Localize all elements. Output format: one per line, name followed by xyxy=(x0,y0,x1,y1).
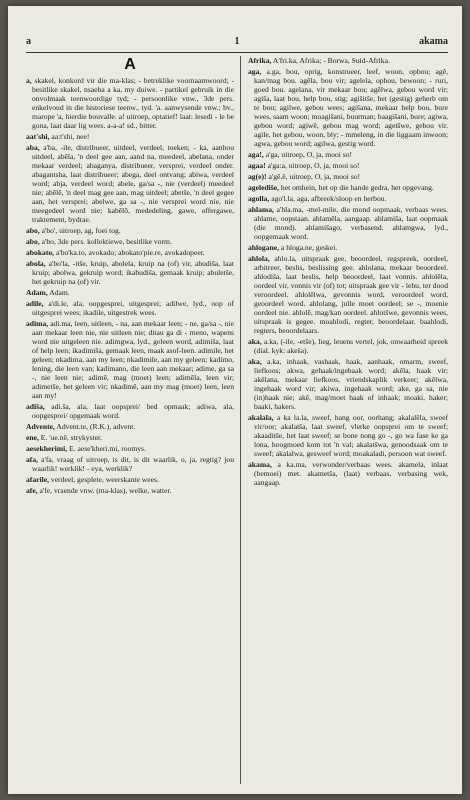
dictionary-entry xyxy=(26,248,234,257)
entry-definition: a'gê.ê, uitroep, O, ja, mooi so! xyxy=(268,172,361,181)
entry-headword: adima, xyxy=(26,319,49,328)
dictionary-entry xyxy=(248,67,448,148)
dictionary-entry xyxy=(26,143,234,224)
dictionary-entry xyxy=(26,259,234,286)
entry-headword: afe, xyxy=(26,486,38,495)
dictionary-entry xyxy=(248,243,448,252)
entry-headword: ag(e)! xyxy=(248,172,267,181)
entry-definition: E. 'ue.nê, strykyster. xyxy=(40,433,103,442)
entry-definition: adi.ma, leen, uitleen, - na, aan mekaar leen; - ne, ga/sa -, nie aan mekaar leen nie, nie uitleen nie; ditau ga di - meno, wapens word nie uitgeleen nie. adimgwa, lyd., geleen word, adimiša, laat of help leen; ikadimiša, gemaak leen, maak asof-leen. adimile, het geleen; nkadima, aan my leen; nkadimile, aan my geleen; kadimo, lening, die leen van; kadimano, die leen aan mekaar; adime, ga sa -, nie leen nie; adimê, mag (moet) leen; adimêla, leen vir; adimetše, het geleen vir; nkadimê, aan my mag (moet) leen, leen aan my! xyxy=(32,319,234,400)
entry-definition: adi.ša, ala, laat oopsprei/ bed opmaak; adiwa, ala, oopgesprei/ opgemaak word. xyxy=(32,402,234,420)
entry-definition: skakel, konkord vir die ma-klas; - betreklike voornaamwoord; - besitlike skakel, nsaeba a ka, my duiwe. - partikel gebruik in die onvolmaak teenwoordige tyd; - persoonlike vnw., 3de pers. enkelvoud in die historiese teenw., tyd. 'a. aanwysende vnw.; bv., marope 'a, hierdie bouvalle. a! uitroep, optatief! laat: lesedi - le be gona, laat daar lig wees. a-a-a! sd., bitter. xyxy=(32,76,234,130)
entry-definition: E. aese'kheri.mi, roomys. xyxy=(69,444,146,453)
entry-headword: aka, xyxy=(248,337,262,346)
entry-headword: Afrika, xyxy=(248,56,272,65)
entry-definition: a'bo'la, -itše, kruip, abolela, kruip na (of) vir, abudiša, laat kruip; abolwa, gekruip word; ikabudiša, gemaak kruip; abuletše, het gekruip na (of) vir. xyxy=(32,259,234,286)
left-column xyxy=(26,56,234,784)
entry-definition: a ka la.la, sweef, hang oor, oorhang; akalalêla, sweef vir/oor; akalatša, laat sweef, vlerke oopsprei om te sweef; akaaditše, het laat sweef; se bone nong go -, go wa fase ke ga lona, hoogmoed kom tot 'n val; akalatšwa, genoodsaak om te sweef; akalalwa, gesweef word; moakaladi, persoon wat sweef. xyxy=(254,413,448,458)
entry-definition: a hloga.ne, geskei. xyxy=(280,243,338,252)
entry-headword: afa, xyxy=(26,455,39,464)
dictionary-entry xyxy=(26,237,234,246)
entry-definition: a.ka, (-ile, -etše), lieg, leuens vertel, jok, onwaarheid spreek (dial. kyk: akeša). xyxy=(254,337,448,355)
entry-definition: a'di.le, ala, oopgesprei, uitgesprei; adilwe, lyd., oop of uitgesprei wees; ikadile, uitgestrek wees. xyxy=(32,299,234,317)
header-rule xyxy=(26,52,448,53)
entry-definition: a'bo, 3de pers. kollektiewe, besitlike vorm. xyxy=(41,237,172,246)
dictionary-entry xyxy=(26,486,234,495)
entry-definition: a'ba, -ile, distribueer, uitdeel, verdeel, toeken; - ka, aanhou uitdeel, abêla, 'n deel gee aan, aand na, meedeel, abelana, onder mekaar verdeel; abaganya, distribueer, versprei, verdeel onder. abagantsha, laat distribueer; abega, deel ontvang; abiwa, verdeel word; abja, verdeel word; abele, ga/sa -, nie (verdeel) meedeel nie; abêlê, 'n deel mag gee aan, mag uitdeel; abetše, 'n deel gegee aan, het versprei; abelwe, ga sa -, nie versprei word nie, nie meegedeel word nie; kabêlô, mededeling, gawe, offergawe, traktement, bydrae. xyxy=(32,143,234,224)
entry-headword: abola, xyxy=(26,259,46,268)
dictionary-entry xyxy=(248,150,448,159)
entry-definition: verdeel, gesplete, weerskante wees. xyxy=(50,475,159,484)
left-entry-list xyxy=(26,76,234,495)
entry-headword: abo, xyxy=(26,226,40,235)
right-entry-list xyxy=(248,56,448,487)
dictionary-entry xyxy=(248,460,448,487)
right-column xyxy=(248,56,448,784)
entry-headword: ahlama, xyxy=(248,205,274,214)
dictionary-entry xyxy=(26,319,234,400)
entry-definition: a'ga, uitroep, O, ja, mooi so! xyxy=(265,150,353,159)
dictionary-entry xyxy=(26,132,234,141)
right-guide-word: akama xyxy=(419,36,448,47)
entry-headword: abokato, xyxy=(26,248,55,257)
entry-headword: afarile, xyxy=(26,475,49,484)
entry-headword: aga, xyxy=(248,67,262,76)
left-guide-word: a xyxy=(26,36,31,47)
dictionary-page xyxy=(8,6,462,794)
dictionary-entry xyxy=(26,422,234,431)
entry-headword: Advente, xyxy=(26,422,55,431)
dictionary-entry xyxy=(26,455,234,473)
entry-definition: a.ka, inhaak, vashaak, haak, aanhaak, omarm, sweef, liefkoos; akwa, gehaak/ingehaak word; akêla, haak vir; akêlana, mekaar liefkoos, vriendskaplik verkeer; akêlwa, ingehaak word vir; akiwa, ingehaak word; ake, ga sa, nie (in)haak nie; akê, mag/moet haak of inhaak; moaki, haker; baaki, hakers. xyxy=(254,357,448,411)
entry-headword: aat'shi, xyxy=(26,132,50,141)
dictionary-entry xyxy=(26,402,234,420)
entry-headword: akama, xyxy=(248,460,272,469)
entry-definition: a'bo', uitroep, ag, foei tog. xyxy=(41,226,121,235)
dictionary-entry xyxy=(26,433,234,442)
dictionary-entry xyxy=(248,172,448,181)
entry-headword: agaa! xyxy=(248,161,266,170)
dictionary-entry xyxy=(248,337,448,355)
entry-definition: a'fa, vraag of uitroep, is dit, is dit waarlik, o, ja, regtig? jou waarlik! werklik! - eya, werklik? xyxy=(32,455,234,473)
dictionary-entry xyxy=(248,56,448,65)
dictionary-entry xyxy=(248,161,448,170)
entry-definition: a.ga, bou, oprig, konstrueer, leef, woon, opbou; agê, kan/mag bou. agêla, bou vir; agelela, ophou, bewoon; - ruri, goed bou. agelana, vir mekaar bou; agêlwa, gebou word vir; agiša, laat bou, help bou, stig; agišitše, het (gestig) geherb om te bou; agilwe, gebou wees; agišana, mekaar help bou, bure wees, saam woon; moagišani, buurman; baagišani, bure; agiwa, gebou word; agiwê, gebou mag word; agetšwe, gebou vir. agile, het gebou, woon, bly; - mmeleng, in die liggaam inwoon; agwa, gebou word; agilwa, gestig word. xyxy=(254,67,448,148)
column-divider xyxy=(240,56,241,784)
dictionary-entry xyxy=(248,357,448,411)
dictionary-entry xyxy=(26,444,234,453)
entry-headword: abo, xyxy=(26,237,40,246)
entry-headword: ahlogane, xyxy=(248,243,280,252)
dictionary-entry xyxy=(248,194,448,203)
entry-definition: het omhein, het op die hande gedra, het opgevang. xyxy=(280,183,434,192)
entry-definition: A'fri.ka, Afrika; - Borwa, Suid-Afrika. xyxy=(272,56,390,65)
entry-definition: aa:t'shi, nee! xyxy=(51,132,90,141)
dictionary-entry xyxy=(248,254,448,335)
entry-headword: aba, xyxy=(26,143,40,152)
dictionary-entry xyxy=(26,475,234,484)
page-number: 1 xyxy=(234,36,240,47)
page-header xyxy=(26,36,448,52)
entry-definition: a'bo'ka.to, avokado; abokato'pie.re, avokadopeer. xyxy=(55,248,205,257)
dictionary-entry xyxy=(248,183,448,192)
entry-definition: a'hla.ma, -mel-mile, die mond oopmaak, verbaas wees. ahlame, oopstaan. ahlamêla, aangaap. ahlamiša, laat oopmaak (die mond). ahlamišago, verbasend. ahlamgwa, lyd., oopgemaak word. xyxy=(254,205,448,241)
dictionary-entry xyxy=(26,226,234,235)
dictionary-entry xyxy=(26,76,234,130)
entry-headword: adiša, xyxy=(26,402,45,411)
entry-headword: Adam, xyxy=(26,288,48,297)
entry-definition: Advent.te, (R.K.), advent. xyxy=(56,422,136,431)
entry-headword: ene, xyxy=(26,433,39,442)
entry-headword: aesekherimi, xyxy=(26,444,68,453)
entry-headword: ahlola, xyxy=(248,254,270,263)
entry-definition: a'fe, vraende vnw. (ma-klas), welke, watter. xyxy=(39,486,172,495)
entry-headword: agelediše, xyxy=(248,183,280,192)
entry-headword: agolla, xyxy=(248,194,270,203)
entry-definition: a'ga:a, uitroep, O, ja, mooi so! xyxy=(267,161,360,170)
entry-definition: ahlo.la, uitspraak gee, beoordeel, regspreek, oordeel, arbitreer, beslis, beslissing gee. ahlolana, mekaar beoordeel. ahlodiša, laat beslis, help beoordeel, laat vonnis. ahlolêla, oordeel vir, vonnis vir (of) tot; uitspraak gee vir - lehu, ter dood veroordeel. ahlolêlwa, gevonnis word, veroordeel word, geoordeel word. ahlolang, julle moet oordeel; se -, moenie oordeel nie. ahlolê, mag/kan oordeel. ahlotšwe, gevonnis wees, uitspraak is gegee. moahlodi, regter, beoordelaar. baahlodi, regters, beoordelaars. xyxy=(254,254,448,335)
entry-definition: Adam. xyxy=(49,288,70,297)
dictionary-entry xyxy=(26,299,234,317)
entry-headword: aga!, xyxy=(248,150,264,159)
entry-headword: adile, xyxy=(26,299,44,308)
entry-headword: akalala, xyxy=(248,413,274,422)
entry-headword: a, xyxy=(26,76,32,85)
dictionary-entry xyxy=(26,288,234,297)
dictionary-entry xyxy=(248,205,448,241)
section-letter: A xyxy=(124,56,136,73)
entry-headword: aka, xyxy=(248,357,262,366)
entry-definition: ago'l.la, aga, afbreek/sloop en herbou. xyxy=(271,194,387,203)
entry-definition: a ka.ma, verwonder/verbaas wees. akamela, inlaat (bemoei) met. akametša, (laat) verbaas, verbasing wek, aangaap. xyxy=(254,460,448,487)
dictionary-entry xyxy=(248,413,448,458)
